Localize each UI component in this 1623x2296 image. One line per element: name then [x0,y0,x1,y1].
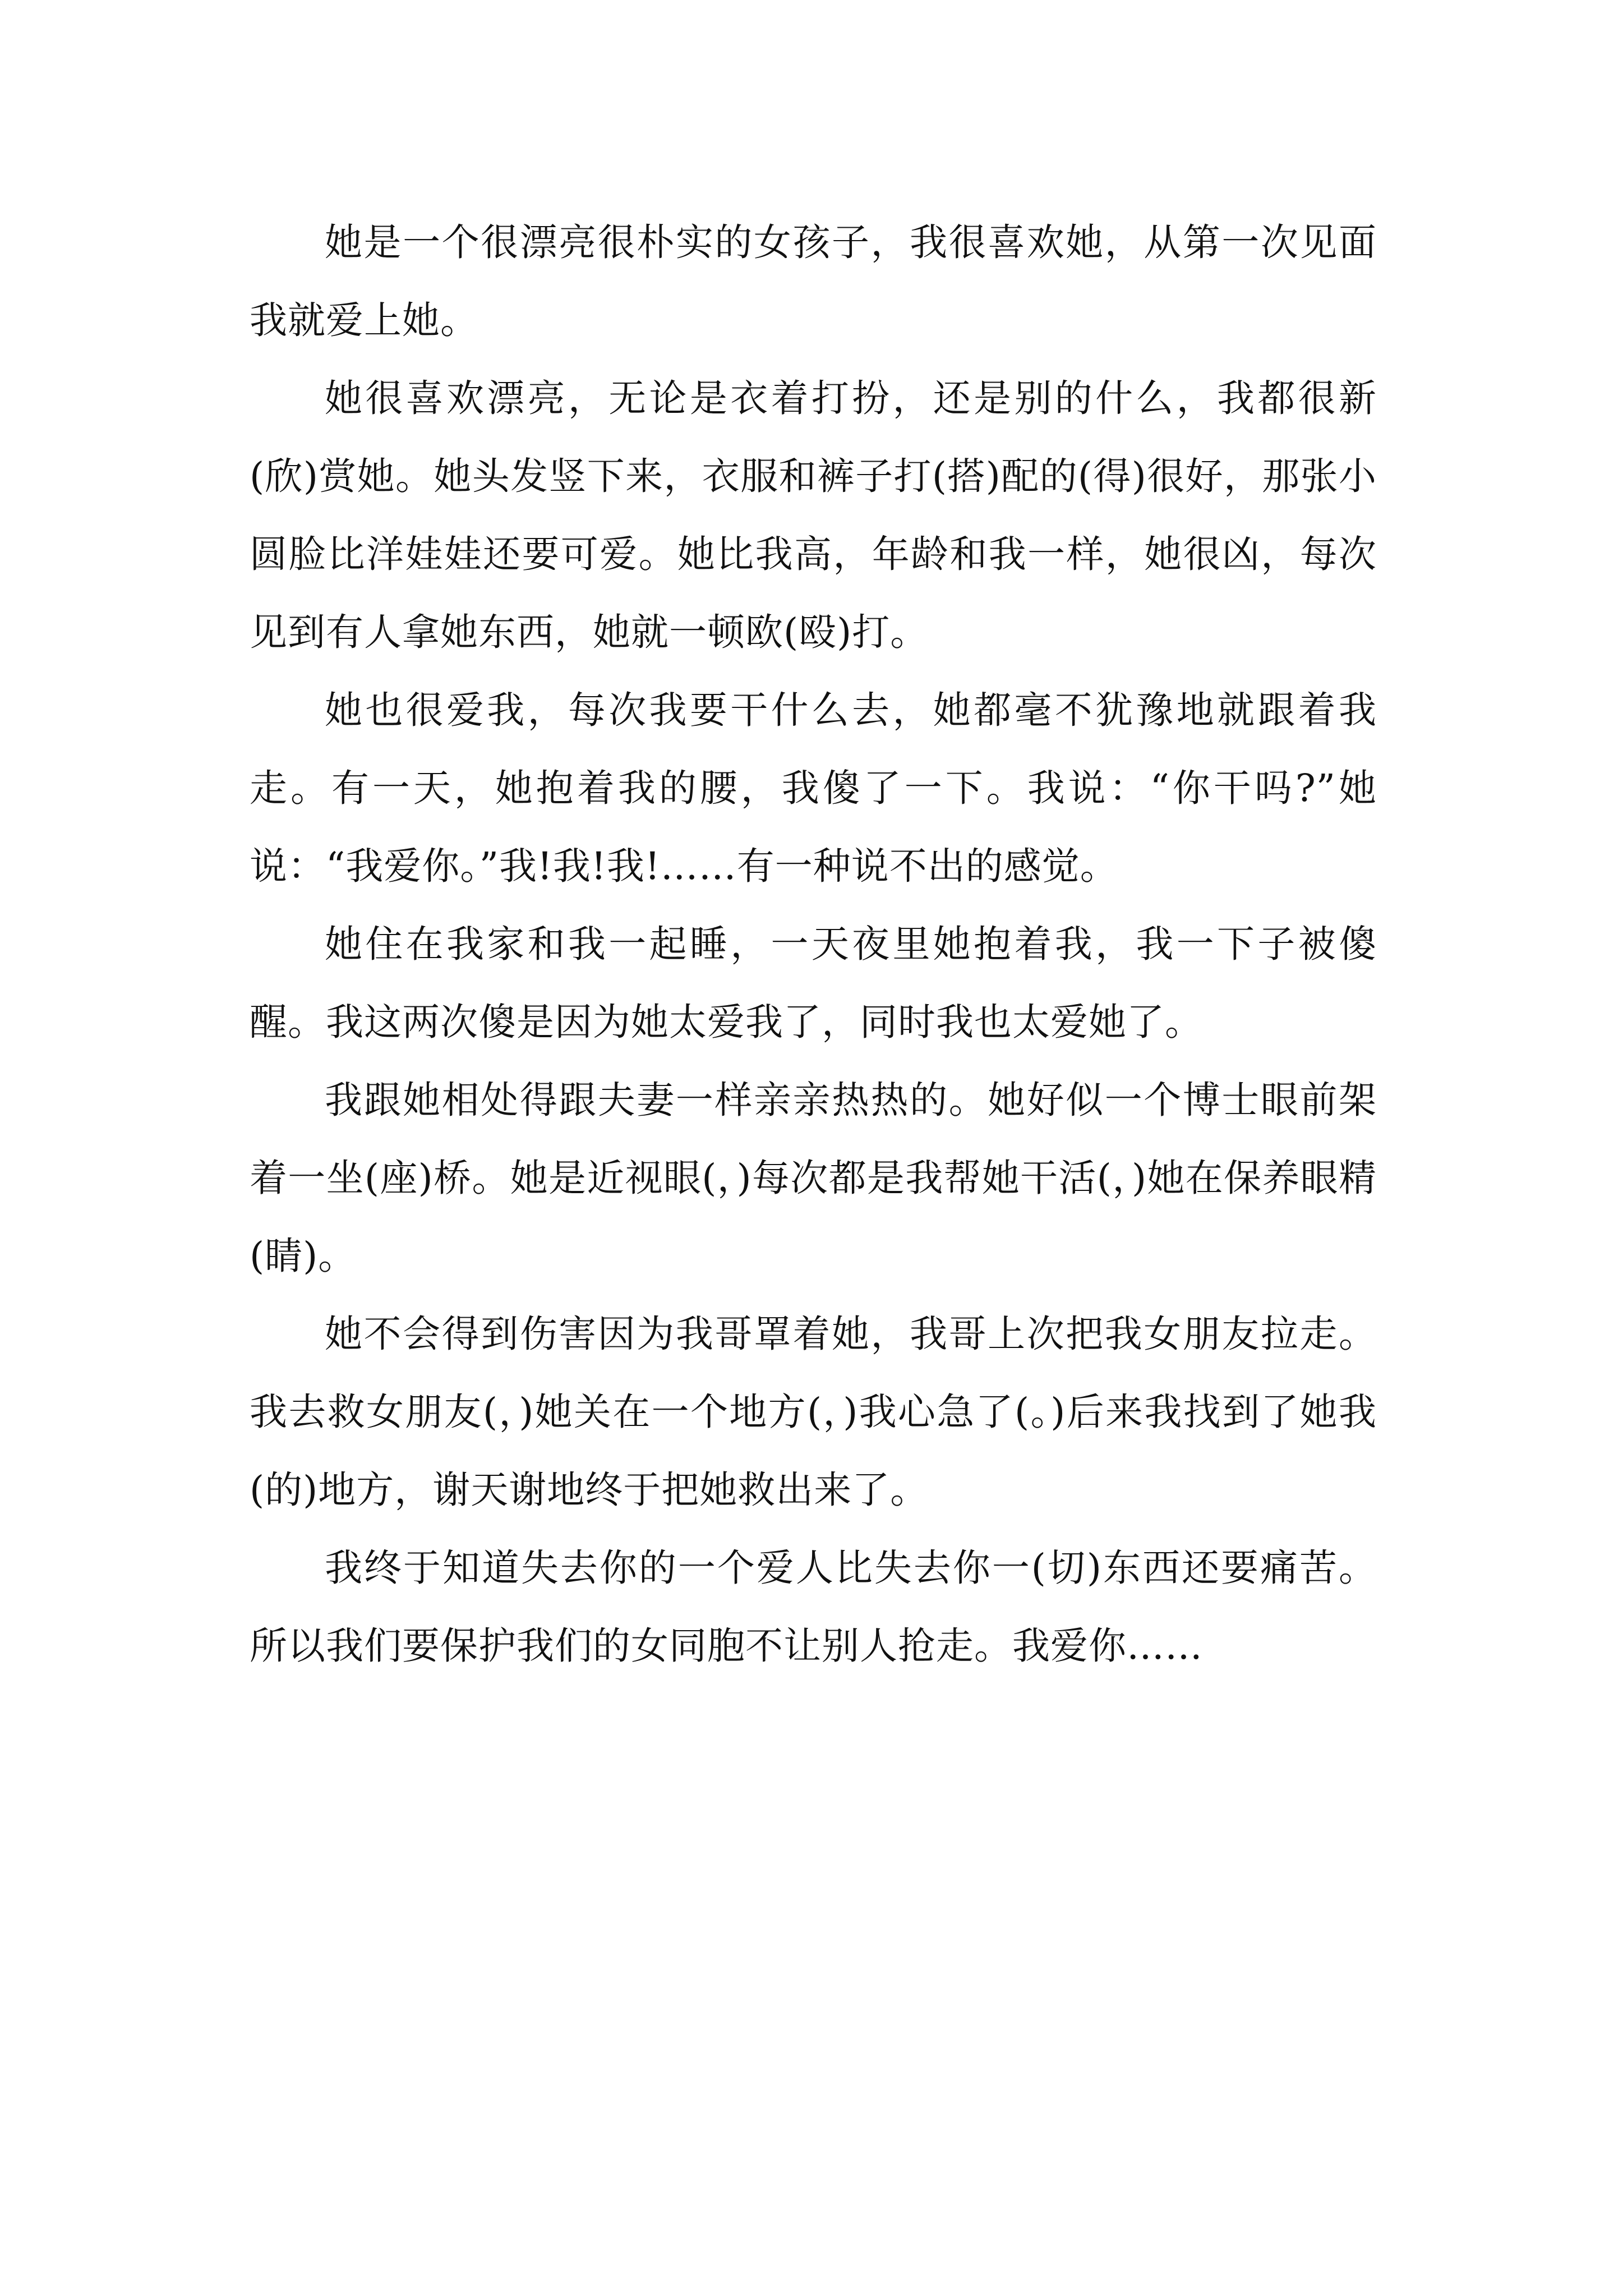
paragraph-7: 我终于知道失去你的一个爱人比失去你一(切)东西还要痛苦。所以我们要保护我们的女同胞不让别人抢走。我爱你…… [250,1546,1377,1668]
essay-body [250,204,1377,1685]
paragraph-4: 她住在我家和我一起睡，一天夜里她抱着我，我一下子被傻醒。我这两次傻是因为她太爱我了，同时我也太爱她了。 [250,922,1377,1044]
paragraph-3: 她也很爱我，每次我要干什么去，她都毫不犹豫地就跟着我走。有一天，她抱着我的腰，我傻了一下。我说：“你干吗?”她说：“我爱你。”我!我!我!……有一种说不出的感觉。 [250,688,1377,888]
paragraph-6: 她不会得到伤害因为我哥罩着她，我哥上次把我女朋友拉走。我去救女朋友(，)她关在一个地方(，)我心急了(。)后来我找到了她我(的)地方，谢天谢地终于把她救出来了。 [250,1312,1377,1512]
paragraph-2: 她很喜欢漂亮，无论是衣着打扮，还是别的什么，我都很新(欣)赏她。她头发竖下来，衣服和裤子打(搭)配的(得)很好，那张小圆脸比洋娃娃还要可爱。她比我高，年龄和我一样，她很凶，每次见到有人拿她东西，她就一顿欧(殴)打。 [250,376,1377,654]
paragraph-1: 她是一个很漂亮很朴实的女孩子，我很喜欢她，从第一次见面我就爱上她。 [250,220,1377,342]
paragraph-5: 我跟她相处得跟夫妻一样亲亲热热的。她好似一个博士眼前架着一坐(座)桥。她是近视眼(，)每次都是我帮她干活(，)她在保养眼精(睛)。 [250,1078,1377,1278]
